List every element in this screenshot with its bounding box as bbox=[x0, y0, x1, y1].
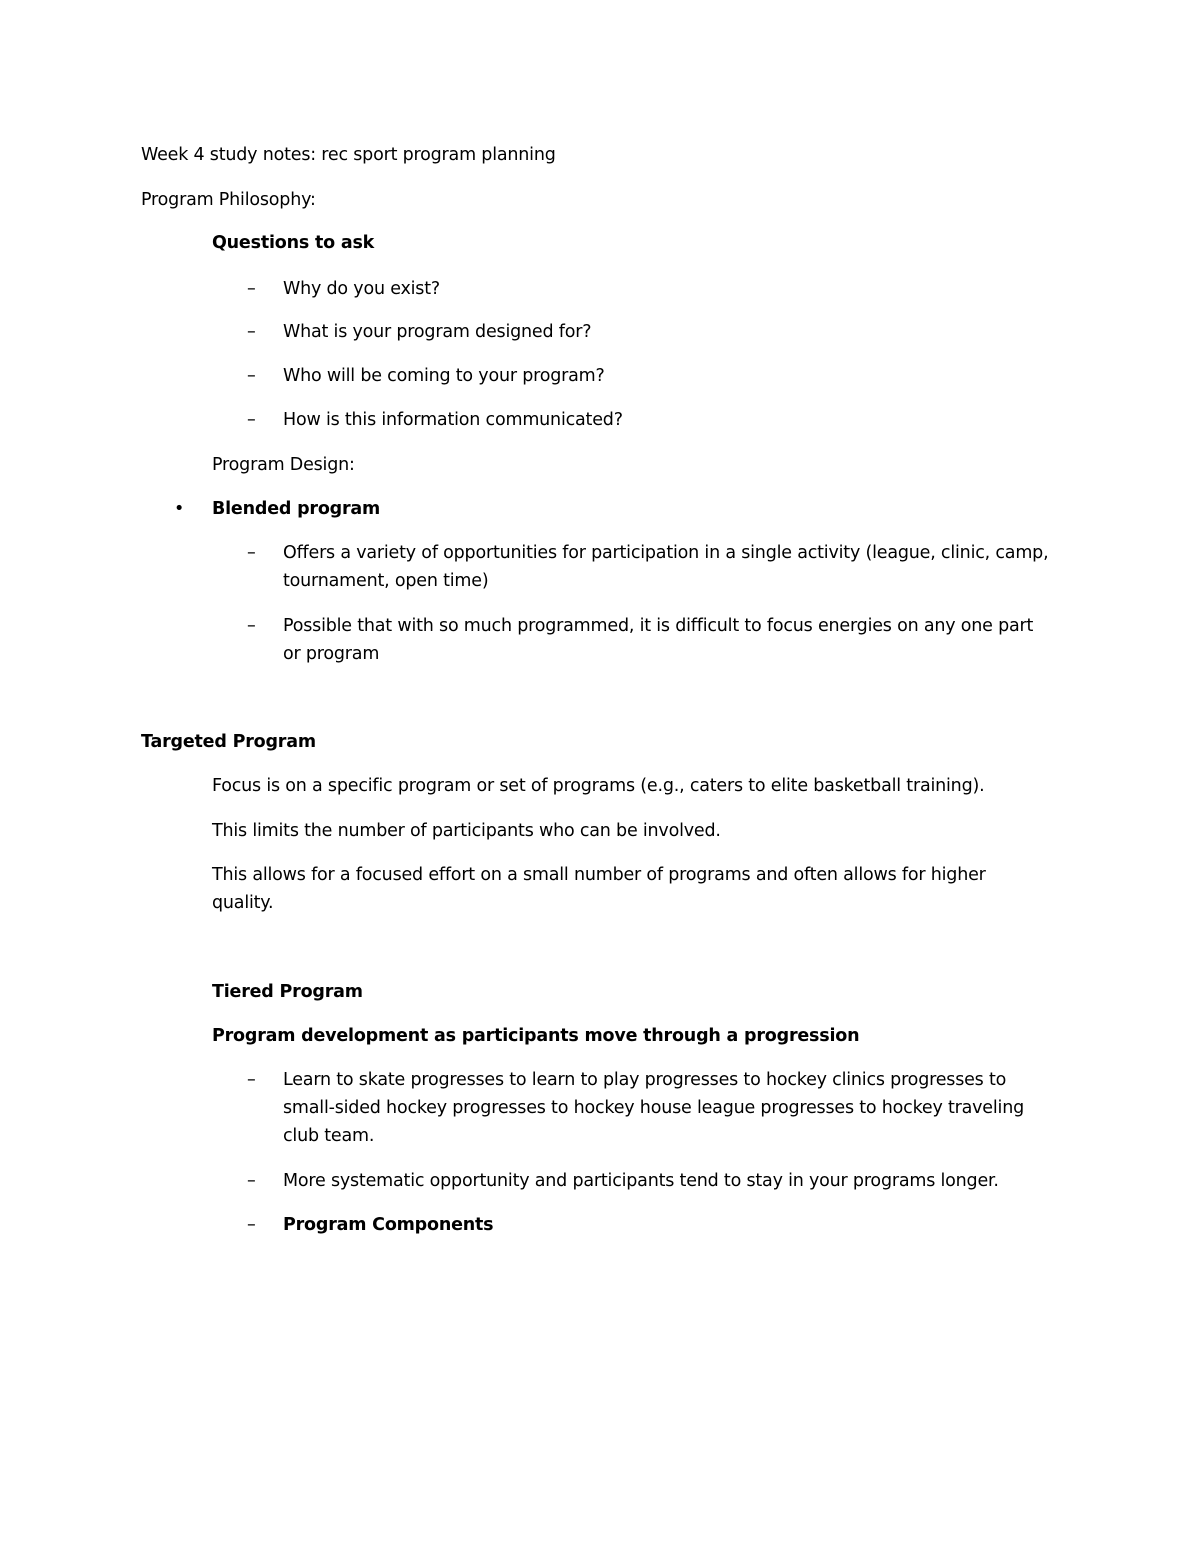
tiered-point-line: More systematic opportunity and participants tend to stay in your programs longer. bbox=[283, 1171, 999, 1191]
dash-marker: – bbox=[247, 279, 256, 299]
dash-marker: – bbox=[247, 322, 256, 342]
blended-point-line: Possible that with so much programmed, it is difficult to focus energies on any one part bbox=[283, 616, 1034, 636]
blended-point-line: Offers a variety of opportunities for participation in a single activity (league, clinic, camp, bbox=[283, 543, 1049, 563]
dash-marker: – bbox=[247, 616, 256, 636]
question-item: What is your program designed for? bbox=[283, 322, 592, 342]
dash-marker: – bbox=[247, 1215, 256, 1235]
tiered-subheading: Program development as participants move through a progression bbox=[212, 1026, 860, 1046]
targeted-heading: Targeted Program bbox=[141, 732, 316, 752]
philosophy-heading: Program Philosophy: bbox=[141, 190, 316, 210]
design-heading: Program Design: bbox=[212, 455, 355, 475]
question-item: Who will be coming to your program? bbox=[283, 366, 605, 386]
targeted-paragraph-line: quality. bbox=[212, 893, 274, 913]
questions-heading: Questions to ask bbox=[212, 233, 375, 253]
blended-heading: Blended program bbox=[212, 499, 381, 519]
dash-marker: – bbox=[247, 366, 256, 386]
dash-marker: – bbox=[247, 543, 256, 563]
targeted-paragraph-line: This allows for a focused effort on a small number of programs and often allows for higher bbox=[212, 865, 986, 885]
tiered-point-line: club team. bbox=[283, 1126, 375, 1146]
tiered-point-line: small-sided hockey progresses to hockey house league progresses to hockey traveling bbox=[283, 1098, 1024, 1118]
question-item: How is this information communicated? bbox=[283, 410, 623, 430]
blended-point-line: or program bbox=[283, 644, 380, 664]
document-title: Week 4 study notes: rec sport program planning bbox=[141, 145, 556, 165]
question-item: Why do you exist? bbox=[283, 279, 440, 299]
bullet-marker: • bbox=[174, 499, 185, 519]
dash-marker: – bbox=[247, 410, 256, 430]
tiered-point-line: Learn to skate progresses to learn to play progresses to hockey clinics progresses to bbox=[283, 1070, 1007, 1090]
blended-point-line: tournament, open time) bbox=[283, 571, 489, 591]
tiered-heading: Tiered Program bbox=[212, 982, 363, 1002]
dash-marker: – bbox=[247, 1070, 256, 1090]
dash-marker: – bbox=[247, 1171, 256, 1191]
targeted-paragraph-line: Focus is on a specific program or set of programs (e.g., caters to elite basketball training). bbox=[212, 776, 985, 796]
targeted-paragraph-line: This limits the number of participants who can be involved. bbox=[212, 821, 721, 841]
program-components-label: Program Components bbox=[283, 1215, 494, 1235]
